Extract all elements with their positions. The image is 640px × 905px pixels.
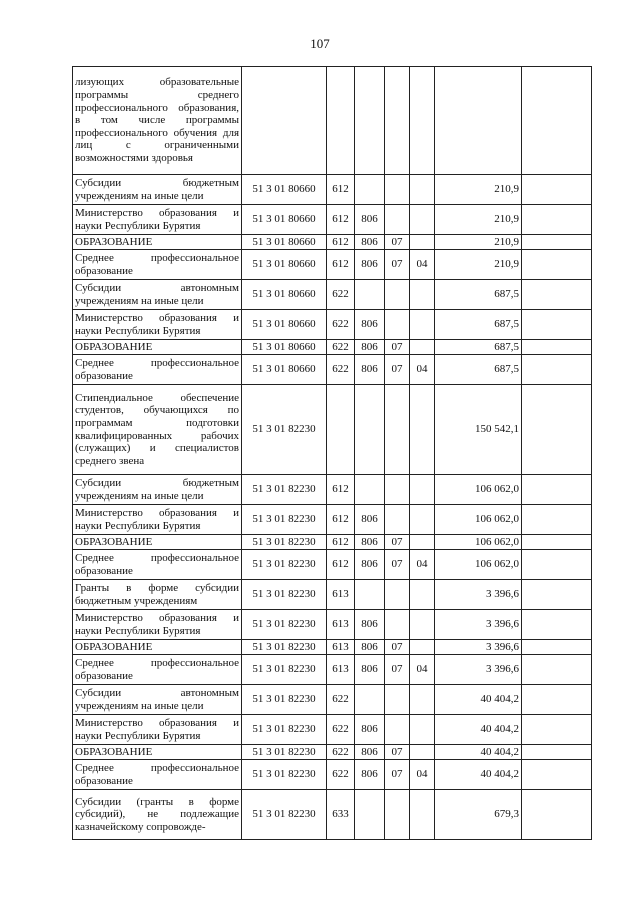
cell-sum: 210,9 (435, 250, 522, 280)
cell-name: Среднее профессиональное образование (73, 655, 242, 685)
cell-empty (522, 235, 592, 250)
cell-rz (385, 475, 410, 505)
cell-name: ОБРАЗОВАНИЕ (73, 640, 242, 655)
cell-name: Министерство образования и науки Республики Бурятия (73, 505, 242, 535)
cell-empty (522, 67, 592, 175)
cell-empty (522, 205, 592, 235)
cell-empty (522, 580, 592, 610)
cell-gr: 806 (355, 505, 385, 535)
table-row (73, 205, 592, 235)
cell-vr: 622 (327, 340, 355, 355)
cell-gr (355, 685, 385, 715)
table-row (73, 760, 592, 790)
cell-sum: 106 062,0 (435, 475, 522, 505)
cell-rz: 07 (385, 535, 410, 550)
cell-vr (327, 385, 355, 475)
cell-sum: 106 062,0 (435, 550, 522, 580)
table-row (73, 235, 592, 250)
cell-vr: 622 (327, 760, 355, 790)
cell-vr: 622 (327, 745, 355, 760)
table-row (73, 535, 592, 550)
budget-table (72, 66, 592, 840)
cell-gr: 806 (355, 715, 385, 745)
cell-sum: 40 404,2 (435, 760, 522, 790)
cell-empty (522, 760, 592, 790)
cell-code: 51 3 01 80660 (242, 175, 327, 205)
cell-empty (522, 715, 592, 745)
cell-gr: 806 (355, 205, 385, 235)
cell-sum: 679,3 (435, 790, 522, 840)
cell-vr: 622 (327, 280, 355, 310)
cell-vr: 612 (327, 475, 355, 505)
cell-empty (522, 310, 592, 340)
cell-gr: 806 (355, 235, 385, 250)
cell-pr: 04 (410, 550, 435, 580)
cell-empty (522, 475, 592, 505)
cell-vr: 612 (327, 505, 355, 535)
table-row (73, 685, 592, 715)
cell-pr (410, 310, 435, 340)
cell-rz (385, 790, 410, 840)
table-row (73, 655, 592, 685)
cell-rz (385, 280, 410, 310)
cell-code: 51 3 01 82230 (242, 505, 327, 535)
cell-empty (522, 685, 592, 715)
cell-rz (385, 610, 410, 640)
cell-sum: 3 396,6 (435, 610, 522, 640)
cell-rz: 07 (385, 355, 410, 385)
cell-gr: 806 (355, 250, 385, 280)
cell-pr (410, 790, 435, 840)
cell-gr: 806 (355, 610, 385, 640)
cell-pr (410, 580, 435, 610)
cell-gr (355, 280, 385, 310)
cell-gr (355, 580, 385, 610)
cell-vr: 612 (327, 235, 355, 250)
cell-pr: 04 (410, 655, 435, 685)
cell-vr: 622 (327, 355, 355, 385)
table-row (73, 610, 592, 640)
cell-gr: 806 (355, 550, 385, 580)
cell-sum (435, 67, 522, 175)
table-row (73, 355, 592, 385)
table-row (73, 790, 592, 840)
table-row (73, 280, 592, 310)
cell-gr (355, 790, 385, 840)
cell-name: лизующих образовательные программы среднего профессионального образования, в том числе программы профессионального обучения для лиц с ограниченными возможностями здоровья (73, 67, 242, 175)
cell-name: Среднее профессиональное образование (73, 550, 242, 580)
cell-vr: 612 (327, 535, 355, 550)
cell-gr: 806 (355, 310, 385, 340)
cell-name: Министерство образования и науки Республики Бурятия (73, 205, 242, 235)
cell-code: 51 3 01 82230 (242, 535, 327, 550)
cell-sum: 210,9 (435, 235, 522, 250)
cell-rz: 07 (385, 235, 410, 250)
cell-sum: 106 062,0 (435, 535, 522, 550)
cell-gr: 806 (355, 745, 385, 760)
cell-code: 51 3 01 82230 (242, 655, 327, 685)
cell-vr: 612 (327, 175, 355, 205)
table-row (73, 175, 592, 205)
cell-pr: 04 (410, 760, 435, 790)
cell-pr (410, 610, 435, 640)
cell-sum: 210,9 (435, 205, 522, 235)
cell-sum: 150 542,1 (435, 385, 522, 475)
cell-vr: 613 (327, 640, 355, 655)
cell-name: Министерство образования и науки Республики Бурятия (73, 715, 242, 745)
cell-code: 51 3 01 80660 (242, 250, 327, 280)
cell-empty (522, 280, 592, 310)
cell-name: Субсидии автономным учреждениям на иные цели (73, 280, 242, 310)
cell-pr (410, 505, 435, 535)
cell-rz: 07 (385, 340, 410, 355)
table-row (73, 340, 592, 355)
cell-sum: 106 062,0 (435, 505, 522, 535)
cell-code: 51 3 01 82230 (242, 580, 327, 610)
cell-pr (410, 715, 435, 745)
cell-sum: 210,9 (435, 175, 522, 205)
cell-name: ОБРАЗОВАНИЕ (73, 235, 242, 250)
table-row (73, 385, 592, 475)
cell-empty (522, 355, 592, 385)
cell-name: Среднее профессиональное образование (73, 760, 242, 790)
cell-vr: 622 (327, 715, 355, 745)
cell-sum: 687,5 (435, 280, 522, 310)
cell-vr: 622 (327, 310, 355, 340)
cell-vr: 633 (327, 790, 355, 840)
cell-code: 51 3 01 80660 (242, 205, 327, 235)
cell-code: 51 3 01 80660 (242, 355, 327, 385)
table-row (73, 745, 592, 760)
cell-empty (522, 610, 592, 640)
cell-code: 51 3 01 82230 (242, 790, 327, 840)
cell-pr (410, 745, 435, 760)
cell-code: 51 3 01 82230 (242, 610, 327, 640)
table-row (73, 550, 592, 580)
cell-vr: 613 (327, 580, 355, 610)
cell-empty (522, 505, 592, 535)
cell-code: 51 3 01 82230 (242, 385, 327, 475)
table-row (73, 640, 592, 655)
cell-code: 51 3 01 82230 (242, 760, 327, 790)
cell-pr (410, 280, 435, 310)
table-row (73, 505, 592, 535)
cell-name: ОБРАЗОВАНИЕ (73, 340, 242, 355)
cell-vr: 612 (327, 250, 355, 280)
table-row (73, 715, 592, 745)
cell-code: 51 3 01 80660 (242, 310, 327, 340)
cell-sum: 3 396,6 (435, 655, 522, 685)
cell-pr (410, 640, 435, 655)
table-body (73, 67, 592, 840)
cell-vr: 622 (327, 685, 355, 715)
cell-empty (522, 175, 592, 205)
cell-rz (385, 310, 410, 340)
cell-pr (410, 235, 435, 250)
table-row (73, 475, 592, 505)
cell-vr: 613 (327, 655, 355, 685)
cell-pr (410, 67, 435, 175)
cell-name: Министерство образования и науки Республики Бурятия (73, 310, 242, 340)
cell-rz (385, 685, 410, 715)
cell-code: 51 3 01 82230 (242, 685, 327, 715)
cell-code: 51 3 01 82230 (242, 640, 327, 655)
cell-pr (410, 340, 435, 355)
cell-sum: 3 396,6 (435, 580, 522, 610)
cell-pr: 04 (410, 250, 435, 280)
cell-empty (522, 385, 592, 475)
cell-pr (410, 475, 435, 505)
cell-empty (522, 250, 592, 280)
cell-rz (385, 67, 410, 175)
page-number: 107 (310, 36, 330, 51)
cell-name: Среднее профессиональное образование (73, 250, 242, 280)
cell-rz: 07 (385, 655, 410, 685)
cell-rz (385, 385, 410, 475)
cell-sum: 3 396,6 (435, 640, 522, 655)
cell-gr (355, 67, 385, 175)
table-row (73, 250, 592, 280)
cell-code: 51 3 01 80660 (242, 280, 327, 310)
cell-code: 51 3 01 82230 (242, 745, 327, 760)
cell-gr (355, 175, 385, 205)
cell-empty (522, 790, 592, 840)
cell-sum: 687,5 (435, 310, 522, 340)
cell-rz: 07 (385, 745, 410, 760)
cell-name: Субсидии (гранты в форме субсидий), не подлежащие казначейскому сопровожде- (73, 790, 242, 840)
cell-name: ОБРАЗОВАНИЕ (73, 535, 242, 550)
cell-sum: 687,5 (435, 340, 522, 355)
cell-gr: 806 (355, 355, 385, 385)
cell-vr: 612 (327, 205, 355, 235)
cell-gr: 806 (355, 760, 385, 790)
cell-rz (385, 205, 410, 235)
cell-gr (355, 475, 385, 505)
cell-vr (327, 67, 355, 175)
cell-pr (410, 535, 435, 550)
cell-name: Гранты в форме субсидии бюджетным учреждениям (73, 580, 242, 610)
cell-gr: 806 (355, 640, 385, 655)
cell-empty (522, 640, 592, 655)
cell-rz: 07 (385, 640, 410, 655)
cell-rz: 07 (385, 250, 410, 280)
cell-gr: 806 (355, 655, 385, 685)
cell-gr: 806 (355, 340, 385, 355)
cell-code: 51 3 01 82230 (242, 715, 327, 745)
cell-rz (385, 580, 410, 610)
cell-name: Субсидии автономным учреждениям на иные цели (73, 685, 242, 715)
cell-sum: 40 404,2 (435, 685, 522, 715)
cell-sum: 40 404,2 (435, 715, 522, 745)
cell-empty (522, 550, 592, 580)
cell-code (242, 67, 327, 175)
cell-vr: 613 (327, 610, 355, 640)
cell-empty (522, 745, 592, 760)
cell-empty (522, 340, 592, 355)
cell-name: ОБРАЗОВАНИЕ (73, 745, 242, 760)
cell-rz: 07 (385, 760, 410, 790)
cell-code: 51 3 01 80660 (242, 340, 327, 355)
cell-sum: 687,5 (435, 355, 522, 385)
cell-rz (385, 715, 410, 745)
cell-code: 51 3 01 80660 (242, 235, 327, 250)
cell-pr (410, 685, 435, 715)
cell-name: Субсидии бюджетным учреждениям на иные цели (73, 175, 242, 205)
cell-name: Министерство образования и науки Республики Бурятия (73, 610, 242, 640)
cell-code: 51 3 01 82230 (242, 475, 327, 505)
cell-gr (355, 385, 385, 475)
cell-pr (410, 205, 435, 235)
cell-rz (385, 505, 410, 535)
cell-name: Стипендиальное обеспечение студентов, обучающихся по программам подготовки квалифицированных рабочих (служащих) и специалистов среднего звена (73, 385, 242, 475)
cell-rz (385, 175, 410, 205)
cell-gr: 806 (355, 535, 385, 550)
cell-empty (522, 655, 592, 685)
table-row (73, 310, 592, 340)
cell-pr: 04 (410, 355, 435, 385)
cell-pr (410, 175, 435, 205)
cell-pr (410, 385, 435, 475)
cell-name: Среднее профессиональное образование (73, 355, 242, 385)
cell-empty (522, 535, 592, 550)
cell-sum: 40 404,2 (435, 745, 522, 760)
table-row (73, 67, 592, 175)
cell-name: Субсидии бюджетным учреждениям на иные цели (73, 475, 242, 505)
cell-vr: 612 (327, 550, 355, 580)
cell-code: 51 3 01 82230 (242, 550, 327, 580)
cell-rz: 07 (385, 550, 410, 580)
table-row (73, 580, 592, 610)
